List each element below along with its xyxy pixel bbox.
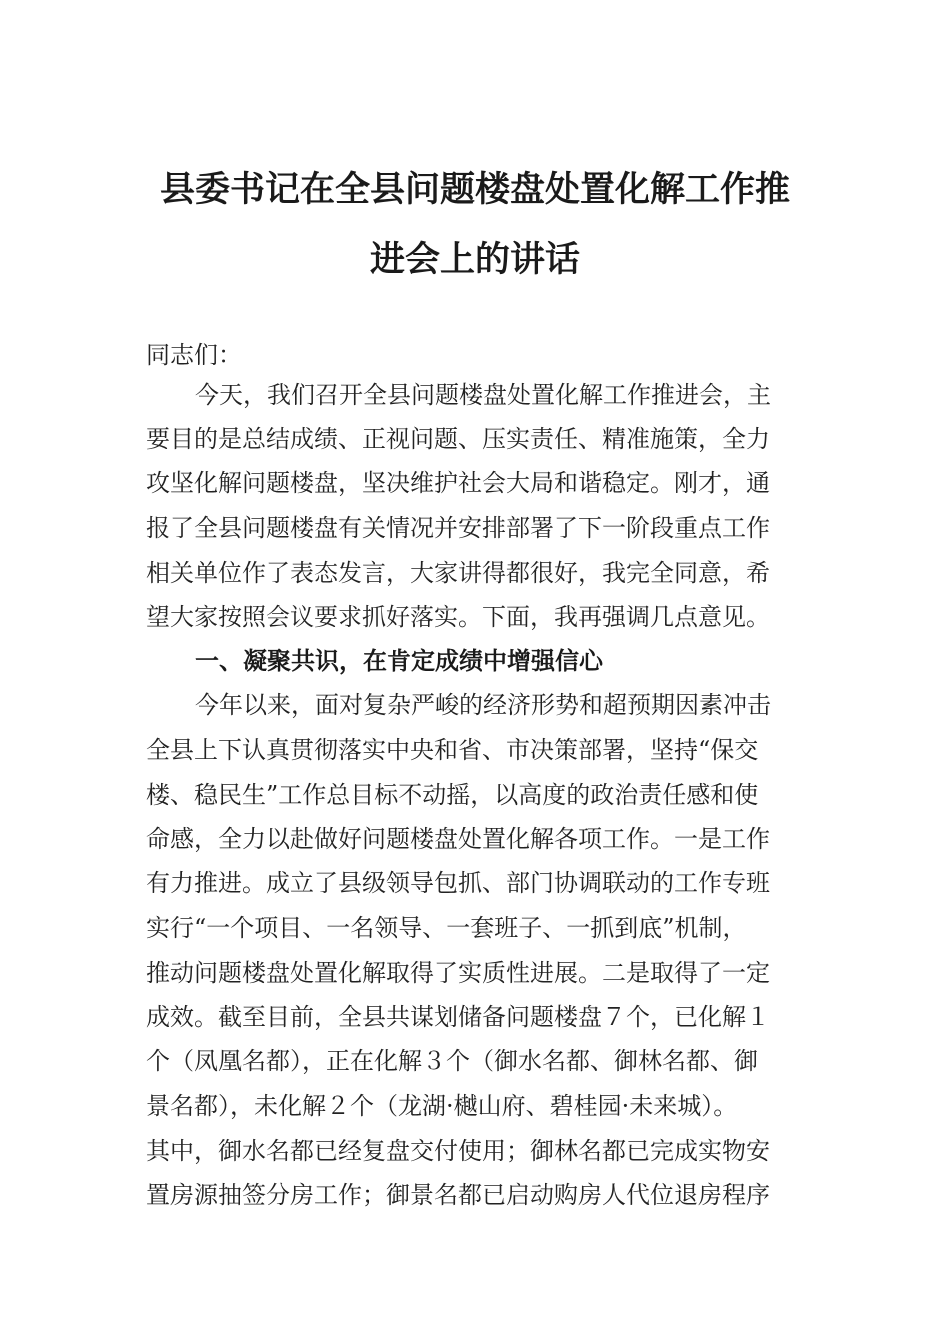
document-title-line-1: 县委书记在全县问题楼盘处置化解工作推 <box>159 169 790 210</box>
section-1-line: 置房源抽签分房工作；御景名都已启动购房人代位退房程序 <box>146 1181 770 1209</box>
section-1-line: 全县上下认真贯彻落实中央和省、市决策部署，坚持“保交 <box>146 736 759 764</box>
intro-line: 望大家按照会议要求抓好落实。下面，我再强调几点意见。 <box>146 603 770 631</box>
section-1-line: 成效。截至目前，全县共谋划储备问题楼盘７个，已化解１ <box>146 1003 770 1031</box>
section-1-line: 实行“一个项目、一名领导、一套班子、一抓到底”机制， <box>146 914 747 942</box>
section-1-line: 其中，御水名都已经复盘交付使用；御林名都已完成实物安 <box>146 1137 770 1165</box>
salutation: 同志们： <box>146 341 242 369</box>
intro-line: 攻坚化解问题楼盘，坚决维护社会大局和谐稳定。刚才，通 <box>146 469 770 497</box>
section-1-heading: 一、凝聚共识，在肯定成绩中增强信心 <box>195 647 603 675</box>
intro-line: 相关单位作了表态发言，大家讲得都很好，我完全同意，希 <box>146 559 770 587</box>
intro-line: 报了全县问题楼盘有关情况并安排部署了下一阶段重点工作 <box>146 514 770 542</box>
section-1-line: 有力推进。成立了县级领导包抓、部门协调联动的工作专班 <box>146 869 770 897</box>
section-1-line: 个（凤凰名都），正在化解３个（御水名都、御林名都、御 <box>146 1047 758 1075</box>
section-1-line: 楼、稳民生”工作总目标不动摇，以高度的政治责任感和使 <box>146 781 759 809</box>
intro-line: 要目的是总结成绩、正视问题、压实责任、精准施策，全力 <box>146 425 770 453</box>
document-title-line-2: 进会上的讲话 <box>369 239 580 280</box>
section-1-line: 今年以来，面对复杂严峻的经济形势和超预期因素冲击 <box>195 691 771 719</box>
section-1-line: 景名都），未化解２个（龙湖·樾山府、碧桂园·未来城）。 <box>146 1092 738 1120</box>
section-1-line: 命感，全力以赴做好问题楼盘处置化解各项工作。一是工作 <box>146 825 770 853</box>
section-1-line: 推动问题楼盘处置化解取得了实质性进展。二是取得了一定 <box>146 959 770 987</box>
intro-line: 今天，我们召开全县问题楼盘处置化解工作推进会，主 <box>195 381 771 409</box>
